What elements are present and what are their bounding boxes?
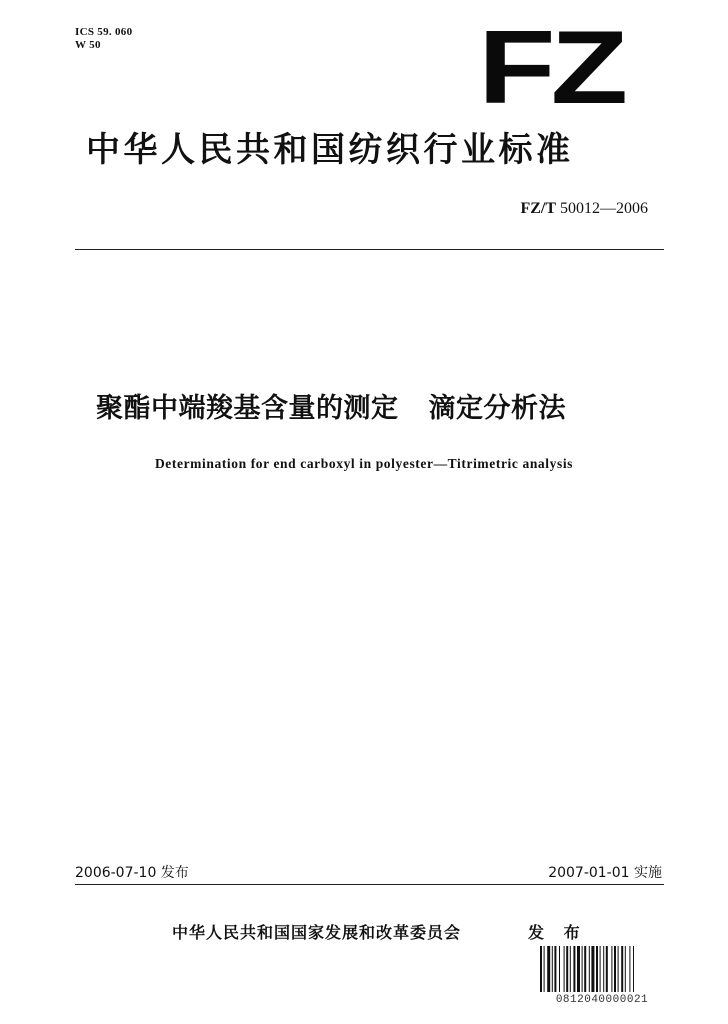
header-divider xyxy=(75,249,664,250)
effective-date: 2007-01-01 实施 xyxy=(548,865,662,881)
ics-block xyxy=(75,26,132,52)
standard-category-title: 中华人民共和国纺织行业标准 xyxy=(86,130,574,170)
barcode-number: 0812040000021 xyxy=(555,994,649,1006)
issue-date: 2006-07-10 发布 xyxy=(75,865,189,881)
ics-code: ICS 59. 060 xyxy=(75,26,133,38)
standard-number-prefix: FZ/T xyxy=(520,200,556,217)
fz-logo: FZ xyxy=(478,10,624,126)
title-chinese-main: 聚酯中端羧基含量的测定 xyxy=(96,393,399,424)
barcode xyxy=(540,946,664,992)
classification-code: W 50 xyxy=(75,39,101,51)
issuing-authority: 中华人民共和国国家发展和改革委员会 xyxy=(172,923,462,942)
footer-divider xyxy=(75,884,664,885)
title-chinese-method: 滴定分析法 xyxy=(428,393,566,424)
issue-label: 发 布 xyxy=(528,923,587,942)
document-title-english: Determination for end carboxyl in polyester—Titrimetric analysis xyxy=(154,456,574,471)
standard-number-value: 50012—2006 xyxy=(560,200,648,217)
document-title-chinese xyxy=(96,392,566,426)
standard-number xyxy=(520,200,648,218)
